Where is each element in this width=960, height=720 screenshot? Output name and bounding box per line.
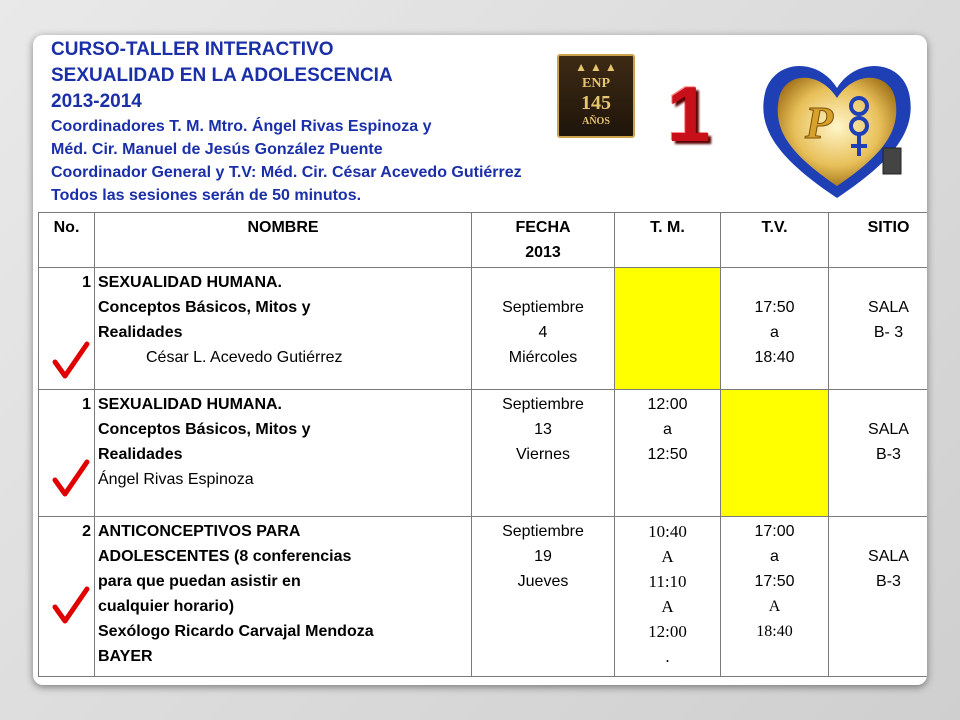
tv-time: 17:00 a 17:50 A 18:40 — [721, 517, 829, 677]
session-name: SEXUALIDAD HUMANA. Conceptos Básicos, Mitos y Realidades Ángel Rivas Espinoza — [95, 390, 472, 517]
checkmark-icon — [51, 340, 91, 380]
col-header-tv: T.V. — [721, 213, 829, 268]
session-room: SALA B-3 — [829, 390, 928, 517]
table-row — [39, 268, 928, 390]
session-name: SEXUALIDAD HUMANA. Conceptos Básicos, Mitos y Realidades César L. Acevedo Gutiérrez — [95, 268, 472, 390]
col-header-no: No. — [39, 213, 95, 268]
svg-text:P: P — [805, 97, 834, 148]
coordinators-line-2: Méd. Cir. Manuel de Jesús González Puente — [51, 141, 383, 158]
session-room: SALA B- 3 — [829, 268, 928, 390]
tm-time: 10:40 A 11:10 A 12:00 . — [615, 517, 721, 677]
tm-time: 12:00 a 12:50 — [615, 390, 721, 517]
row-number: 2 — [39, 517, 95, 677]
checkmark-icon — [51, 585, 91, 625]
speaker-name: Ángel Rivas Espinoza — [98, 471, 254, 488]
session-room: SALA B-3 — [829, 517, 928, 677]
session-date: Septiembre 4 Miércoles — [472, 268, 615, 390]
col-header-fecha: FECHA 2013 — [472, 213, 615, 268]
session-date: Septiembre 13 Viernes — [472, 390, 615, 517]
course-subtitle: SEXUALIDAD EN LA ADOLESCENCIA — [51, 65, 393, 86]
checkmark-icon — [51, 458, 91, 498]
row-number: 1 — [39, 390, 95, 517]
general-coordinator: Coordinador General y T.V: Méd. Cir. César Acevedo Gutiérrez — [51, 164, 522, 181]
seal-top-text: ENP — [582, 76, 610, 91]
tv-time-empty — [721, 390, 829, 517]
col-header-sitio: SITIO — [829, 213, 928, 268]
row-number: 1 — [39, 268, 95, 390]
table-header-row — [39, 213, 928, 268]
header-block — [51, 37, 522, 207]
course-year: 2013-2014 — [51, 91, 142, 112]
speaker-name: César L. Acevedo Gutiérrez — [146, 349, 343, 366]
session-name: ANTICONCEPTIVOS PARA ADOLESCENTES (8 conferencias para que puedan asistir en cualquier horario) Sexólogo Ricardo Carvajal Mendoza BAYER — [95, 517, 472, 677]
seal-number: 145 — [581, 92, 611, 114]
coordinators-line-1: Coordinadores T. M. Mtro. Ángel Rivas Espinoza y — [51, 118, 432, 135]
col-header-tm: T. M. — [615, 213, 721, 268]
tm-time-empty — [615, 268, 721, 390]
enp-145-seal-icon: ▲ ▲ ▲ ENP 145 AÑOS — [557, 54, 635, 138]
session-duration-note: Todos las sesiones serán de 50 minutos. — [51, 187, 362, 204]
seal-bottom-text: AÑOS — [582, 116, 610, 127]
session-number: 1 — [667, 70, 711, 158]
tv-time: 17:50 a 18:40 — [721, 268, 829, 390]
table-row — [39, 517, 928, 677]
col-header-nombre: NOMBRE — [95, 213, 472, 268]
session-date: Septiembre 19 Jueves — [472, 517, 615, 677]
heart-logo-icon — [757, 48, 917, 208]
schedule-table — [38, 212, 927, 677]
slide-card — [33, 35, 927, 685]
course-title: CURSO-TALLER INTERACTIVO — [51, 39, 334, 60]
table-row — [39, 390, 928, 517]
